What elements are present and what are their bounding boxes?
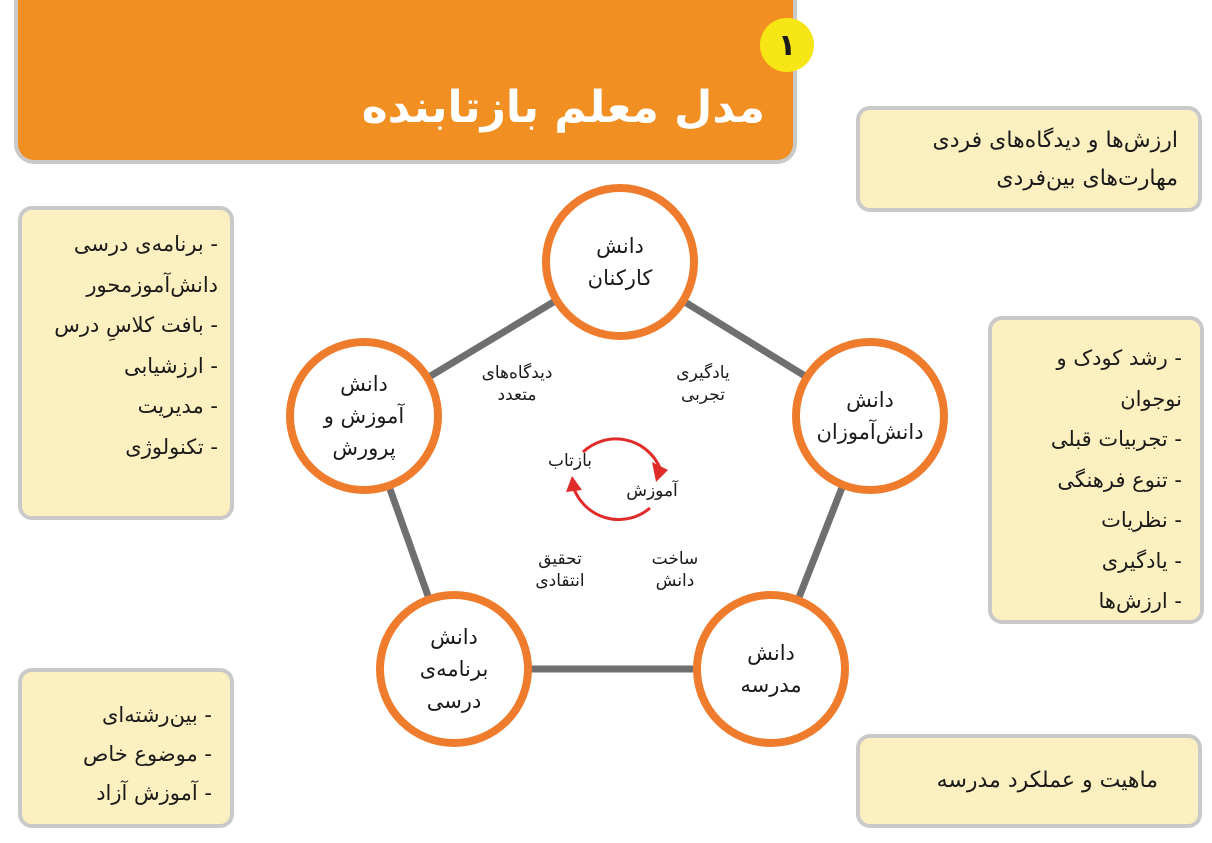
label-line: تجربی — [681, 385, 725, 405]
label-line: تحقیق — [538, 549, 582, 569]
box-line: - تکنولوژی — [125, 434, 218, 459]
edge-label-experiential-learning — [648, 362, 758, 406]
box-line: - نظریات — [1101, 508, 1182, 532]
box-line: مهارت‌های بین‌فردی — [996, 166, 1178, 191]
box-education-topics — [18, 206, 234, 520]
node-line: دانش — [430, 625, 478, 649]
box-line: - یادگیری — [1101, 548, 1182, 573]
node-line: آموزش و — [323, 404, 405, 428]
cycle-label-reflection: بازتاب — [547, 451, 593, 471]
box-line: - بافت کلاسِ درس — [54, 313, 218, 337]
node-line: درسی — [426, 689, 482, 713]
node-curriculum-knowledge — [376, 591, 532, 747]
cycle-arrowhead-bottom — [566, 476, 582, 492]
node-line: دانش — [846, 388, 894, 412]
box-line: - ارزش‌ها — [1098, 589, 1182, 613]
box-line: - مدیریت — [137, 394, 218, 418]
node-line: دانش — [747, 641, 795, 665]
label-line: یادگیری — [676, 363, 730, 383]
node-line: برنامه‌ی — [419, 657, 489, 681]
box-curriculum-types — [18, 668, 234, 828]
label-line: انتقادی — [535, 571, 585, 591]
edge-label-multiple-perspectives — [462, 362, 572, 406]
edge-label-knowledge-building — [620, 548, 730, 592]
node-line: مدرسه — [740, 673, 802, 697]
box-line: - تجربیات قبلی — [1050, 427, 1182, 451]
label-line: ساخت — [651, 549, 699, 569]
box-line: - آموزش آزاد — [96, 781, 212, 805]
box-line: نوجوان — [1120, 386, 1182, 411]
box-line: - رشد کودک و — [1056, 346, 1182, 370]
node-line: دانش — [596, 234, 644, 258]
box-line: ماهیت و عملکرد مدرسه — [936, 768, 1158, 793]
box-school-nature — [856, 734, 1202, 828]
node-line: دانش — [340, 372, 388, 396]
box-personal-values — [856, 106, 1202, 212]
label-line: متعدد — [497, 385, 537, 405]
section-number-badge: ۱ — [760, 18, 814, 72]
node-staff-knowledge — [542, 184, 698, 340]
label-line: دیدگاه‌های — [481, 363, 553, 383]
box-line: - ارزشیابی — [123, 353, 218, 378]
box-line: ارزش‌ها و دیدگاه‌های فردی — [932, 128, 1178, 153]
edge-label-critical-inquiry — [505, 548, 615, 592]
node-line: کارکنان — [587, 266, 653, 290]
node-line: دانش‌آموزان — [816, 420, 924, 444]
box-line: - موضوع خاص — [82, 742, 212, 766]
node-education-knowledge — [286, 338, 442, 494]
box-line: - بین‌رشته‌ای — [101, 703, 212, 727]
cycle-label-teaching: آموزش — [626, 481, 678, 501]
box-student-topics — [988, 316, 1204, 624]
box-line: - برنامه‌ی درسی — [73, 232, 218, 256]
box-line: - تنوع فرهنگی — [1057, 467, 1182, 492]
node-student-knowledge — [792, 338, 948, 494]
label-line: دانش — [655, 571, 695, 591]
box-line: دانش‌آموزمحور — [86, 272, 218, 297]
node-line: پرورش — [332, 436, 396, 460]
node-school-knowledge — [693, 591, 849, 747]
page-title: مدل معلم بازتابنده — [361, 82, 765, 133]
